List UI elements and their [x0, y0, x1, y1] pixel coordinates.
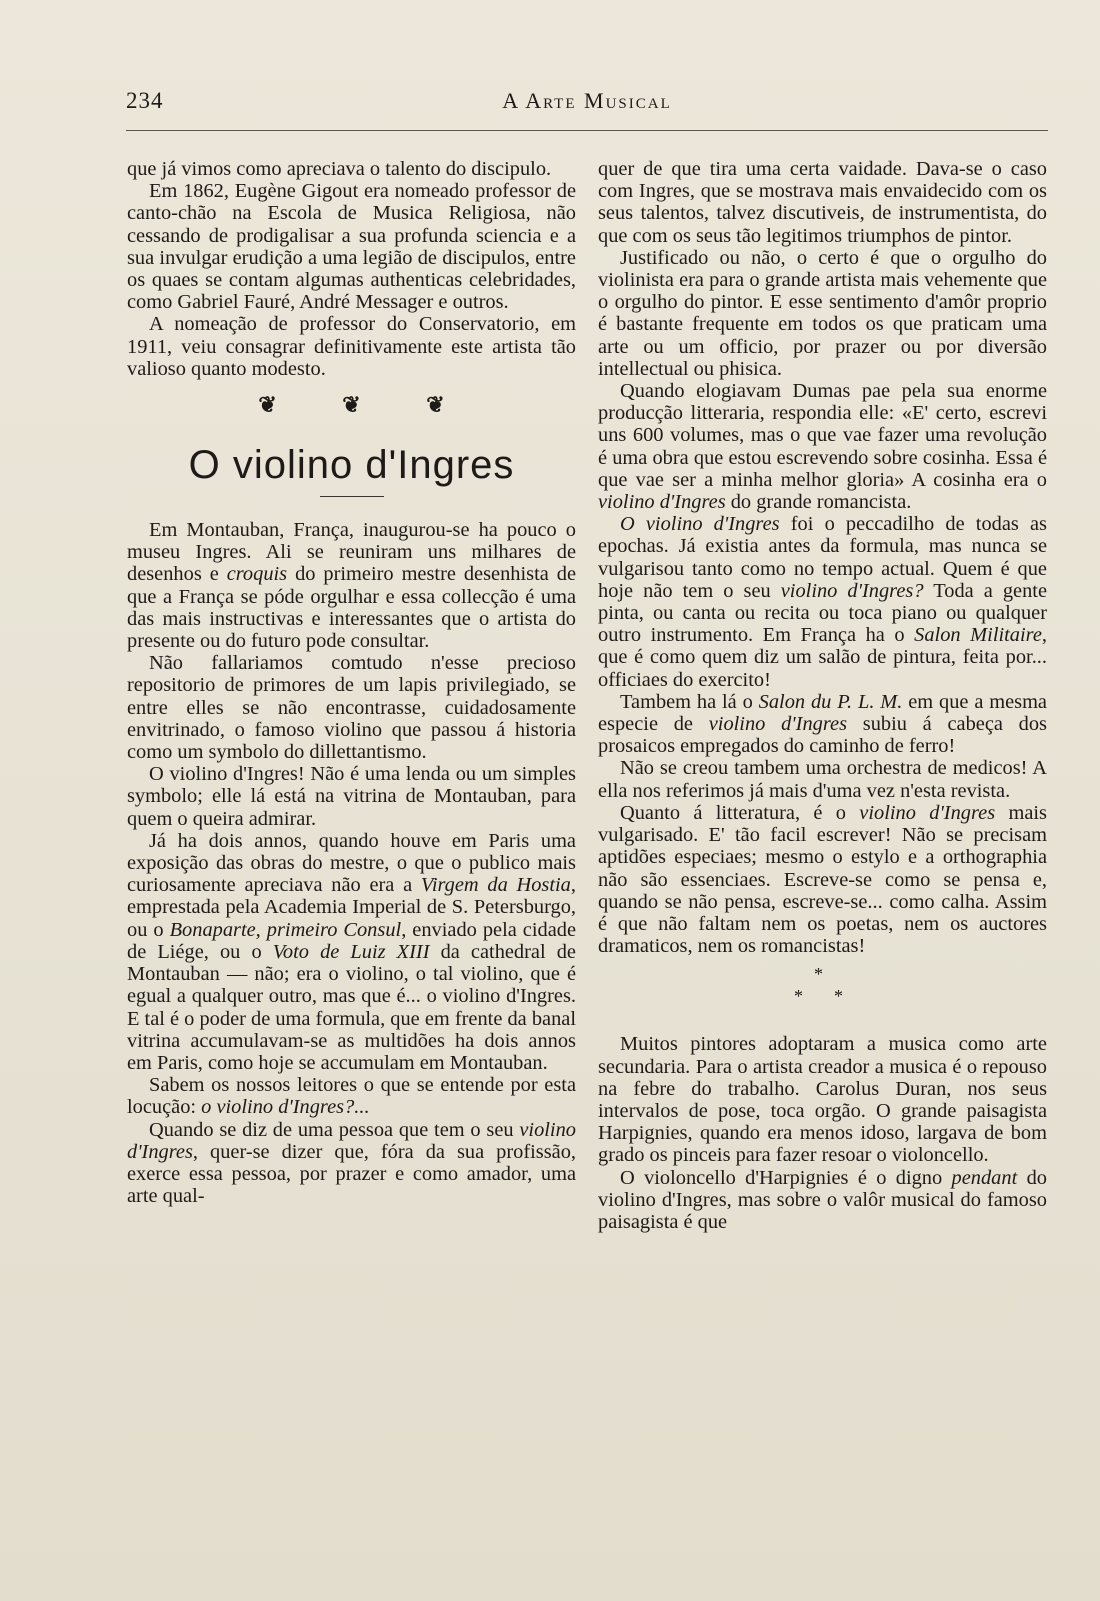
- running-head: [126, 88, 1048, 124]
- page-number: 234: [126, 88, 164, 113]
- right-column: [598, 158, 1047, 1233]
- paragraph: Muitos pintores adoptaram a musica como arte secundaria. Para o artista creador a musica é o repouso na febre do trabalho. Carolus Duran, nos seus intervalos de pose, toca orgão. O grande paisagista Harpignies, quando era menos idoso, largava de bom grado os pinceis para fazer resoar o violoncello.: [598, 1033, 1047, 1167]
- paragraph: Quanto á litteratura, é o violino d'Ingres mais vulgarisado. E' tão facil escrever! Não se precisam aptidões especiaes; mesmo o estylo e a orthographia não são essenciaes. Escreve-se como se pensa e, quando se não pensa, escreve-se... como calha. Assim é que não faltam nem os poetas, nem os auctores dramaticos, nem os romancistas!: [598, 801, 1047, 958]
- paragraph: Justificado ou não, o certo é que o orgulho do violinista era para o grande artista mais vehemente que o orgulho do pintor. E esse sentimento d'amôr proprio é bastante frequente em todos os que praticam uma arte ou um officio, por prazer ou por diversão intellectual ou phisica.: [598, 246, 1047, 380]
- fleuron-ornament: ❦ ❦ ❦: [258, 392, 475, 418]
- paragraph: Sabem os nossos leitores o que se entende por esta locução: o violino d'Ingres?...: [127, 1074, 576, 1119]
- paragraph: Quando elogiavam Dumas pae pela sua enorme producção litteraria, respondia elle: «E' certo, escrevi uns 600 volumes, mas o que vae fazer uma revolução é uma obra que estou escrevendo sobre cosinha. Essa é que vae ser a minha melhor gloria» A cosinha era o violino d'Ingres do grande romancista.: [598, 380, 1047, 514]
- paragraph: que já vimos como apreciava o talento do discipulo.: [127, 158, 552, 180]
- paragraph: O violino d'Ingres foi o peccadilho de todas as epochas. Já existia antes da formula, mas nunca se vulgarisou tanto como no tempo actual. Quem é que hoje não tem o seu violino d'Ingres? Toda a gente pinta, ou canta ou recita ou toca piano ou qualquer outro instrumento. Em França ha o Salon Militaire, que é como quem diz um salão de pintura, feita por... officiaes do exercito!: [598, 513, 1048, 691]
- paragraph: Tambem ha lá o Salon du P. L. M. em que a mesma especie de violino d'Ingres subiu á cabeça dos prosaicos empregados do caminho de ferro!: [598, 690, 1047, 758]
- paragraph: Não fallariamos comtudo n'esse precioso repositorio de primores de um lapis privilegiado, se entre elles se não encontrasse, cuidadosamente envitrinado, o famoso violino que passou á historia como um symbolo do dillettantismo.: [127, 652, 576, 764]
- article-title: O violino d'Ingres: [188, 443, 515, 488]
- title-rule: [320, 496, 384, 497]
- paragraph: O violino d'Ingres! Não é uma lenda ou um simples symbolo; elle lá está na vitrina de Montauban, para quem o queira admirar.: [127, 763, 576, 830]
- header-rule: [126, 130, 1048, 131]
- paragraph: Em Montauban, França, inaugurou-se ha pouco o museu Ingres. Ali se reuniram uns milhares de desenhos e croquis do primeiro mestre desenhista de que a França se póde orgulhar e essa collecção é uma das mais instructivas e interessantes que o artista do presente ou do futuro pode consultar.: [127, 519, 576, 653]
- asterisk: *: [794, 986, 803, 1007]
- journal-title: A Arte Musical: [502, 88, 672, 113]
- paragraph: Quando se diz de uma pessoa que tem o seu violino d'Ingres, quer-se dizer que, fóra da sua profissão, exerce essa pessoa, por prazer e como amador, uma arte qual-: [127, 1118, 576, 1208]
- asterisk: *: [834, 986, 843, 1007]
- paragraph: Não se creou tambem uma orchestra de medicos! A ella nos referimos já mais d'uma vez n'esta revista.: [598, 757, 1047, 802]
- paragraph: O violoncello d'Harpignies é o digno pendant do violino d'Ingres, mas sobre o valôr musical do famoso paisagista é que: [598, 1166, 1047, 1233]
- asterisk: *: [814, 964, 823, 985]
- paragraph: quer de que tira uma certa vaidade. Dava-se o caso com Ingres, que se mostrava mais envaidecido com os seus talentos, talvez discutiveis, de instrumentista, do que com os seus tão legitimos triumphos de pintor.: [598, 158, 1047, 247]
- asterism-divider: [598, 961, 1047, 1027]
- paragraph: Já ha dois annos, quando houve em Paris uma exposição das obras do mestre, o que o publico mais curiosamente apreciava não era a Virgem da Hostia, emprestada pela Academia Imperial de S. Petersburgo, ou o Bonaparte, primeiro Consul, enviado pela cidade de Liége, ou o Voto de Luiz XIII da cathedral de Montauban — não; era o violino, o tal violino, que é egual a qualquer outro, mas que é... o violino d'Ingres. E tal é o poder de uma formula, que em frente da banal vitrina accumulavam-se as multidões ha dois annos em Paris, como hoje se accumulam em Montauban.: [127, 829, 577, 1074]
- paragraph: A nomeação de professor do Conservatorio, em 1911, veiu consagrar definitivamente este artista tão valioso quanto modesto.: [127, 313, 576, 380]
- paragraph: Em 1862, Eugène Gigout era nomeado professor de canto-chão na Escola de Musica Religiosa, não cessando de prodigalisar a sua profunda sciencia e a sua invulgar erudição a uma legião de discipulos, entre os quaes se contam algumas authenticas celebridades, como Gabriel Fauré, André Messager e outros.: [127, 180, 576, 314]
- left-column: [127, 158, 576, 1207]
